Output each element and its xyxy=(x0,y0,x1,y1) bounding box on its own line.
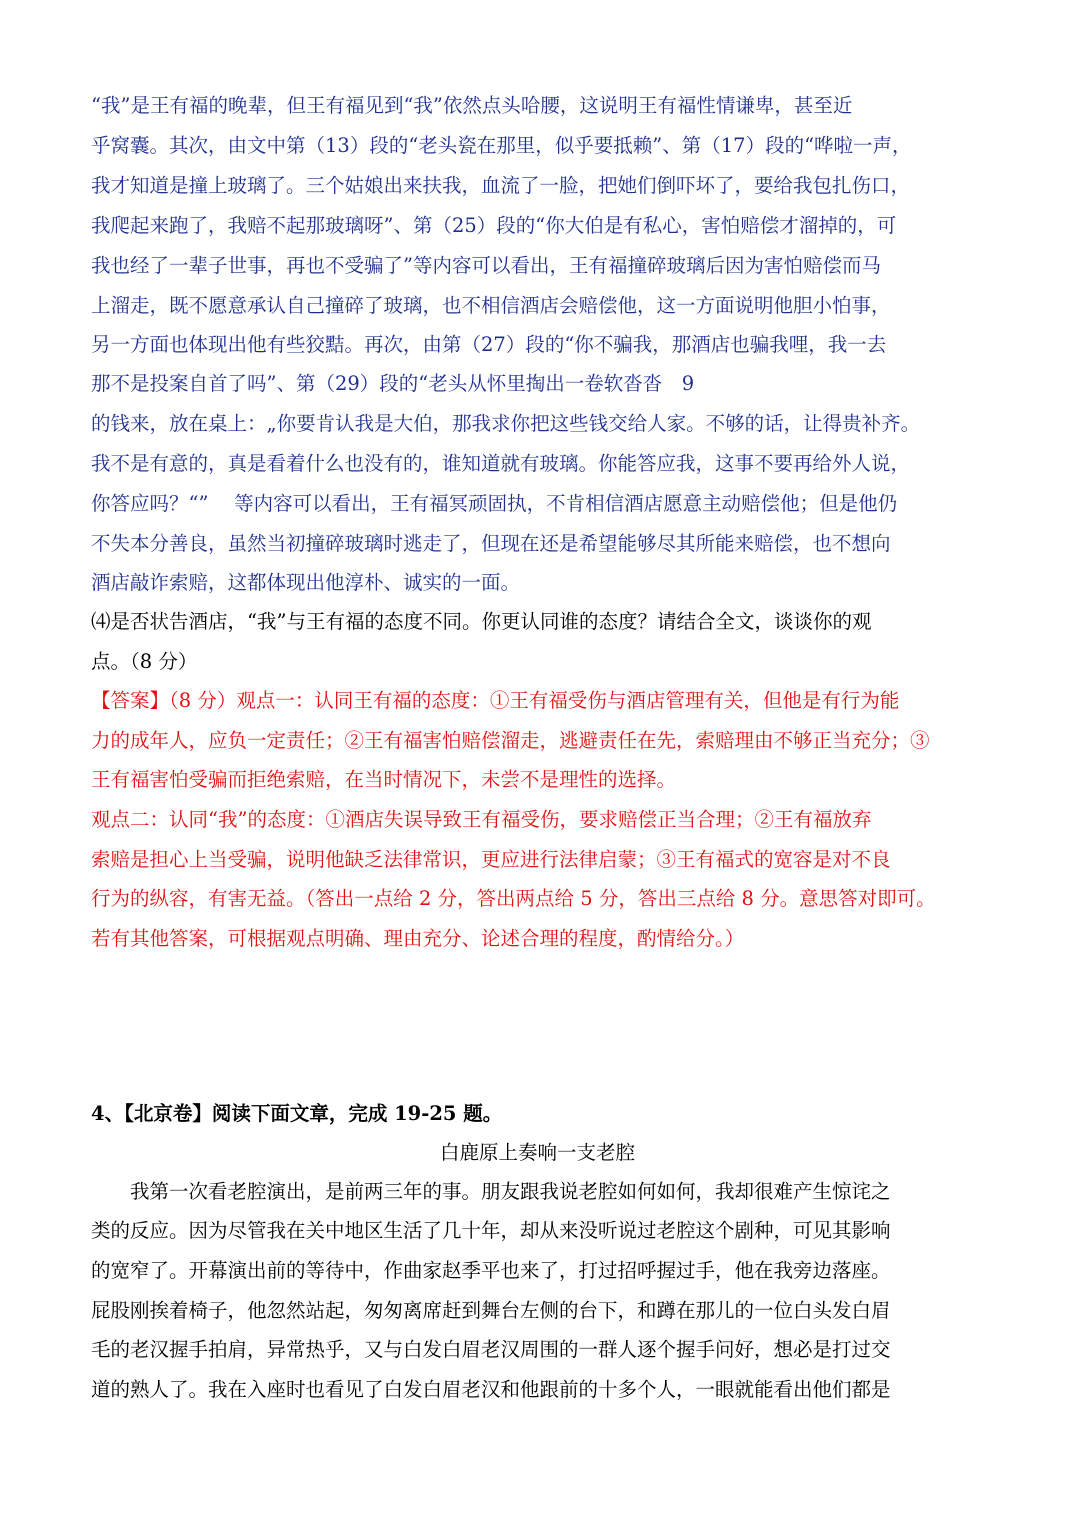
text-line: 我不是有意的，真是看着什么也没有的，谁知道就有玻璃。你能答应我，这事不要再给外人说， xyxy=(91,452,911,475)
article-line: 类的反应。因为尽管我在关中地区生活了几十年，却从来没听说过老腔这个剧种，可见其影响 xyxy=(91,1219,891,1242)
answer-line: 【答案】（8 分）观点一：认同王有福的态度：①王有福受伤与酒店管理有关，但他是有行为能 xyxy=(91,689,900,712)
text-line: 我才知道是撞上玻璃了。三个姑娘出来扶我，血流了一脸，把她们倒吓坏了，要给我包扎伤口， xyxy=(91,174,911,197)
text-line: 你答应吗？“” 等内容可以看出，王有福冥顽固执，不肯相信酒店愿意主动赔偿他；但是他仍 xyxy=(91,492,898,515)
text-line: 那不是投案自首了吗”、第（29）段的“老头从怀里掏出一卷软沓沓 9 xyxy=(91,372,695,395)
text-line: 乎窝囊。其次，由文中第（13）段的“老头瓷在那里，似乎要抵赖”、第（17）段的“哗啦一声， xyxy=(91,134,912,157)
answer-line: 观点二：认同“我”的态度：①酒店失误导致王有福受伤，要求赔偿正当合理；②王有福放弃 xyxy=(91,808,872,831)
answer-line: 若有其他答案，可根据观点明确、理由充分、论述合理的程度，酌情给分。） xyxy=(91,927,745,950)
text-line: 不失本分善良，虽然当初撞碎玻璃时逃走了，但现在还是希望能够尽其所能来赔偿，也不想向 xyxy=(91,532,891,555)
answer-line: 行为的纵容，有害无益。（答出一点给 2 分，答出两点给 5 分，答出三点给 8 分。意思答对即可。 xyxy=(91,887,936,910)
text-line: 的钱来，放在桌上：„你要肯认我是大伯，那我求你把这些钱交给人家。不够的话，让得贵补齐。 xyxy=(91,412,921,435)
article-line: 我第一次看老腔演出，是前两三年的事。朋友跟我说老腔如何如何，我却很难产生惊诧之 xyxy=(91,1180,891,1203)
article-line: 的宽窄了。开幕演出前的等待中，作曲家赵季平也来了，打过招呼握过手，他在我旁边落座。 xyxy=(91,1259,891,1282)
question-line: 点。（8 分） xyxy=(91,650,198,673)
text-line: 另一方面也体现出他有些狡黠。再次，由第（27）段的“你不骗我，那酒店也骗我哩，我一去 xyxy=(91,333,887,356)
answer-line: 力的成年人，应负一定责任；②王有福害怕赔偿溜走，逃避责任在先，索赔理由不够正当充分；③ xyxy=(91,729,930,752)
answer-line: 王有福害怕受骗而拒绝索赔，在当时情况下，未尝不是理性的选择。 xyxy=(91,768,677,791)
section-heading: 4、【北京卷】阅读下面文章，完成 19-25 题。 xyxy=(91,1102,503,1125)
text-line: 上溜走，既不愿意承认自己撞碎了玻璃，也不相信酒店会赔偿他，这一方面说明他胆小怕事， xyxy=(91,294,891,317)
question-line: ⑷是否状告酒店，“我”与王有福的态度不同。你更认同谁的态度？请结合全文，谈谈你的观 xyxy=(91,610,872,633)
article-line: 道的熟人了。我在入座时也看见了白发白眉老汉和他跟前的十多个人，一眼就能看出他们都是 xyxy=(91,1378,891,1401)
text-line: “我”是王有福的晚辈，但王有福见到“我”依然点头哈腰，这说明王有福性情谦卑，甚至近 xyxy=(91,94,853,117)
answer-line: 索赔是担心上当受骗，说明他缺乏法律常识，更应进行法律启蒙；③王有福式的宽容是对不良 xyxy=(91,848,891,871)
article-line: 毛的老汉握手拍肩，异常热乎，又与白发白眉老汉周围的一群人逐个握手问好，想必是打过交 xyxy=(91,1338,891,1361)
text-line: 酒店敲诈索赔，这都体现出他淳朴、诚实的一面。 xyxy=(91,571,521,594)
article-line: 屁股刚挨着椅子，他忽然站起，匆匆离席赶到舞台左侧的台下，和蹲在那儿的一位白头发白眉 xyxy=(91,1299,891,1322)
text-line: 我也经了一辈子世事，再也不受骗了”等内容可以看出，王有福撞碎玻璃后因为害怕赔偿而马 xyxy=(91,254,881,277)
text-line: 我爬起来跑了，我赔不起那玻璃呀”、第（25）段的“你大伯是有私心，害怕赔偿才溜掉的，可 xyxy=(91,214,897,237)
article-title: 白鹿原上奏响一支老腔 xyxy=(439,1141,635,1164)
